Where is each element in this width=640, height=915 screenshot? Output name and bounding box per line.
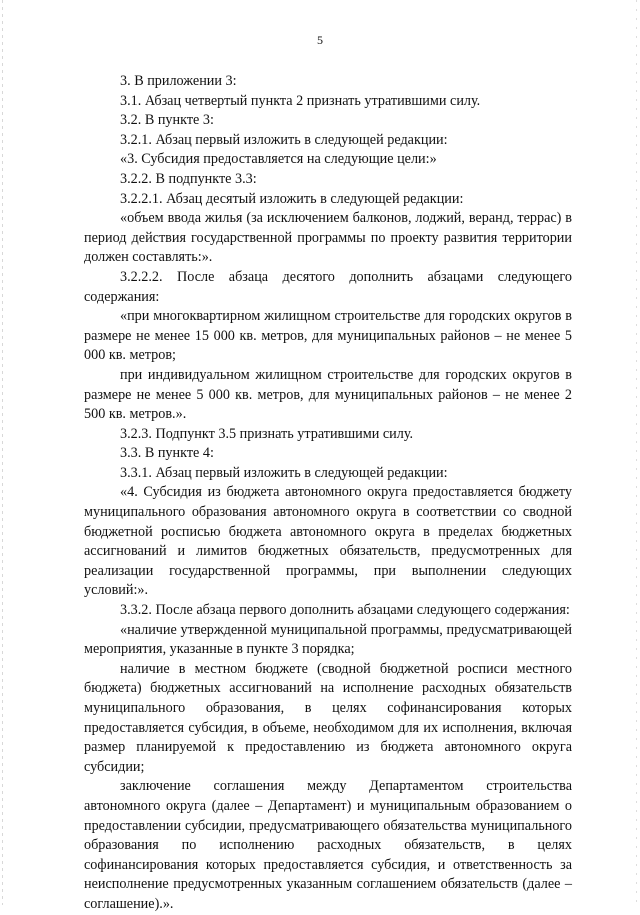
paragraph: при индивидуальном жилищном строительстве для городских округов в размере не менее 5 000 кв. метров, для муниципальных районов – не менее 2 500 кв. метров.».: [84, 366, 572, 423]
paragraph: 3.3.2. После абзаца первого дополнить абзацами следующего содержания:: [120, 602, 570, 619]
paragraph: 3.2.3. Подпункт 3.5 признать утратившими силу.: [120, 425, 414, 442]
paragraph: 3.3. В пункте 4:: [120, 445, 214, 462]
paragraph: «3. Субсидия предоставляется на следующие цели:»: [120, 151, 437, 168]
paragraph: 3.2.2. В подпункте 3.3:: [120, 170, 257, 187]
paragraph: «объем ввода жилья (за исключением балконов, лоджий, веранд, террас) в период действия государственной программы по проекту развития территории должен составлять:».: [84, 210, 572, 266]
scan-edge-right: [636, 0, 637, 905]
document-body: [84, 72, 572, 915]
scan-edge-left: [2, 0, 3, 905]
paragraph: заключение соглашения между Департаментом строительства автономного округа (далее – Департамент) и муниципальным образованием о предоставлении субсидии, предусматривающего обязательства муниципального образования по исполнению расходных обязательств, в целях софинансирования которых предоставляется субсидия, и ответственность за неисполнение предусмотренных указанным соглашением обязательств (далее – соглашение).».: [84, 778, 572, 912]
paragraph: 3.2.2.1. Абзац десятый изложить в следующей редакции:: [120, 190, 464, 207]
paragraph: «при многоквартирном жилищном строительстве для городских округов в размере не менее 15 000 кв. метров, для муниципальных районов – не менее 5 000 кв. метров;: [84, 308, 572, 364]
paragraph: 3.2.2.2. После абзаца десятого дополнить абзацами следующего содержания:: [84, 268, 572, 305]
paragraph: «наличие утвержденной муниципальной программы, предусматривающей мероприятия, указанные в пункте 3 порядка;: [84, 621, 572, 658]
page-number: 5: [317, 33, 323, 47]
paragraph: наличие в местном бюджете (сводной бюджетной росписи местного бюджета) бюджетных ассигнований на исполнение расходных обязательств муниципального образования, в целях софинансирования которых предоставляется субсидия, в объеме, необходимом для их исполнения, включая размер планируемой к предоставлению из бюджета автономного округа субсидии;: [84, 660, 572, 775]
paragraph: 3. В приложении 3:: [120, 73, 237, 89]
paragraph: 3.3.1. Абзац первый изложить в следующей редакции:: [120, 464, 448, 481]
paragraph: 3.2. В пункте 3:: [120, 112, 214, 129]
paragraph: 3.1. Абзац четвертый пункта 2 признать утратившими силу.: [120, 92, 481, 109]
paragraph: 3.2.1. Абзац первый изложить в следующей редакции:: [120, 131, 448, 148]
paragraph: «4. Субсидия из бюджета автономного округа предоставляется бюджету муниципального образования автономного округа в соответствии со сводной бюджетной росписью бюджета автономного округа в пределах бюджетных ассигнований и лимитов бюджетных обязательств, предусмотренных для реализации государственной программы, при выполнении следующих условий:».: [84, 484, 572, 599]
